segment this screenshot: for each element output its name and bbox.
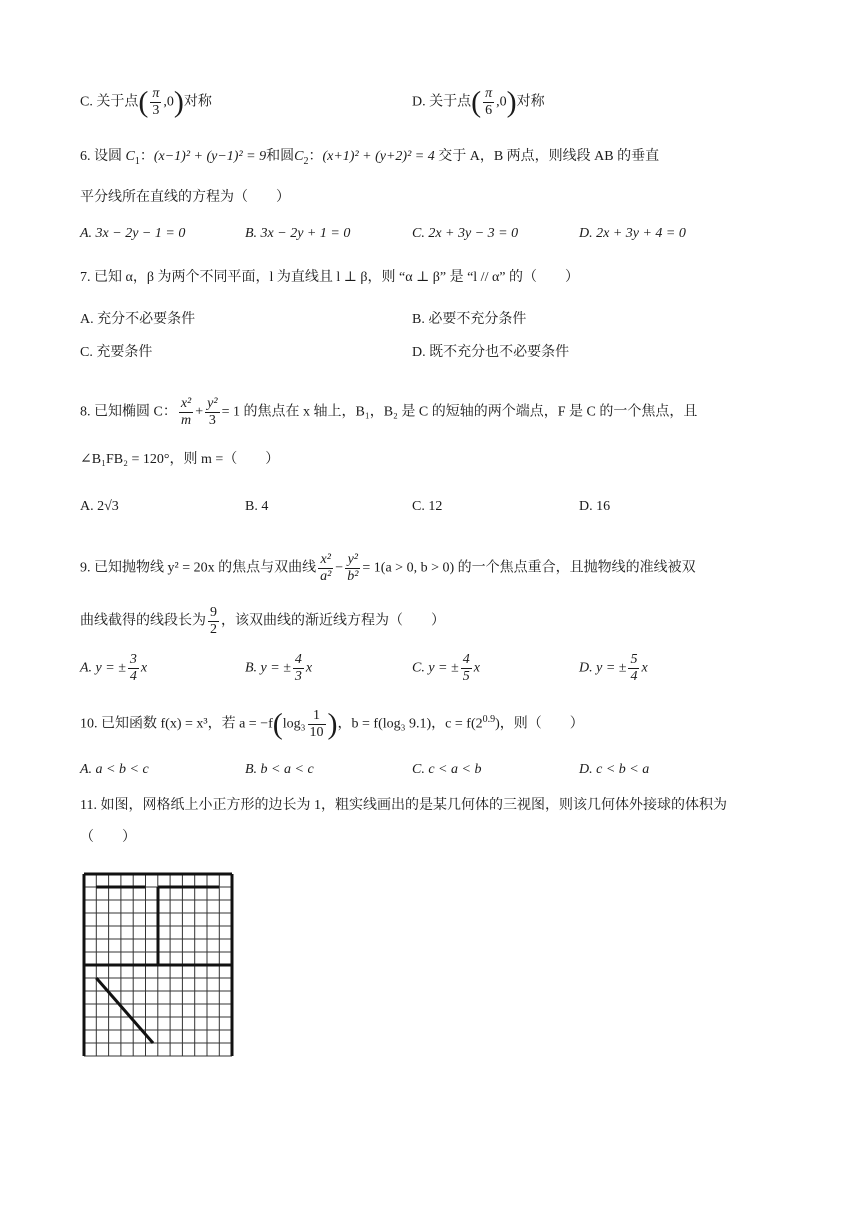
q7-option-c: C. 充要条件 [80, 345, 153, 360]
q7-stem: 7. 已知 α，β 为两个不同平面，l 为直线且 l ⊥ β，则 “α ⊥ β” 是 “l // α” 的（ ） [80, 270, 580, 285]
q10-option-a: A. a < b < c [80, 762, 149, 777]
q10-stem: 10. 已知函数 f(x) = x³，若 a = −f(log₃ $\frac{1}{10}$ )，b = f(log₃ 9.1)，$c = f(2^{0.9})$，则（ ） [80, 707, 584, 741]
q7-option-d: D. 既不充分也不必要条件 [412, 345, 570, 360]
q11-stem-line1: 11. 如图，网格纸上小正方形的边长为 1，粗实线画出的是某几何体的三视图，则该几何体外接球的体积为 [80, 798, 727, 813]
q10-option-b: B. b < a < c [245, 762, 314, 777]
q9-stem-line1: 9. 已知抛物线 y² = 20x 的焦点与双曲线 $\frac{\text{x²}}{\text{a²}}$ − $\frac{\text{y²}}{\text{b²}}$ = 1(a > 0, b > 0) 的一个焦点重合，且抛物线的准线被双 [80, 552, 696, 584]
q6-option-d: D. 2x + 3y + 4 = 0 [579, 226, 686, 241]
q5-c-fraction: $\frac{\pi}{3}$ [152, 86, 160, 118]
q8-option-c: C. 12 [412, 499, 443, 514]
q11-stem-line2: （ ） [80, 830, 136, 845]
q6-stem-line2: 平分线所在直线的方程为（ ） [80, 190, 290, 205]
q9-stem-line2: 曲线截得的线段长为 $\frac{9}{2}$ ，该双曲线的渐近线方程为（ ） [80, 605, 445, 637]
q6-option-b: B. 3x − 2y + 1 = 0 [245, 226, 351, 241]
q9-option-b: B. y = ± $\frac{4}{3}$ x [245, 652, 313, 684]
q8-stem-line1: 8. 已知椭圆 C： $\frac{\text{x²}}{m}$ + $\frac{\text{y²}}{3}$ = 1 的焦点在 x 轴上，B₁，B₂ 是 C 的短轴的两个端点，F 是 C 的一个焦点，且 [80, 396, 698, 428]
q8-stem-line2: ∠B₁FB₂ = 120°，则 m =（ ） [80, 452, 280, 467]
q7-option-a: A. 充分不必要条件 [80, 312, 196, 327]
q8-option-d: D. 16 [579, 499, 611, 514]
q6-stem-line1: 6. 设圆 $C_1$：(x−1)² + (y−1)² = 9和圆$C_2$：(x+1)² + (y+2)² = 4 交于 A，B 两点，则线段 AB 的垂直 [80, 149, 660, 167]
q9-option-d: D. y = ± $\frac{5}{4}$ x [579, 652, 648, 684]
q9-option-a: A. y = ± $\frac{3}{4}$ x [80, 652, 148, 684]
q10-option-c: C. c < a < b [412, 762, 482, 777]
q7-option-b: B. 必要不充分条件 [412, 312, 527, 327]
q6-option-c: C. 2x + 3y − 3 = 0 [412, 226, 519, 241]
q9-option-c: C. y = ± $\frac{4}{5}$ x [412, 652, 480, 684]
q5-option-c: C. 关于点( $\frac{\pi}{3}$ ,0)对称 [80, 85, 212, 119]
q5-option-d: D. 关于点( $\frac{\pi}{6}$ ,0)对称 [412, 85, 545, 119]
q8-option-b: B. 4 [245, 499, 269, 514]
q10-option-d: D. c < b < a [579, 762, 650, 777]
q5-d-fraction: $\frac{\pi}{6}$ [485, 86, 493, 118]
q6-option-a: A. 3x − 2y − 1 = 0 [80, 226, 186, 241]
three-view-grid-figure [80, 862, 236, 1066]
q8-option-a: A. 2√3 [80, 499, 119, 514]
